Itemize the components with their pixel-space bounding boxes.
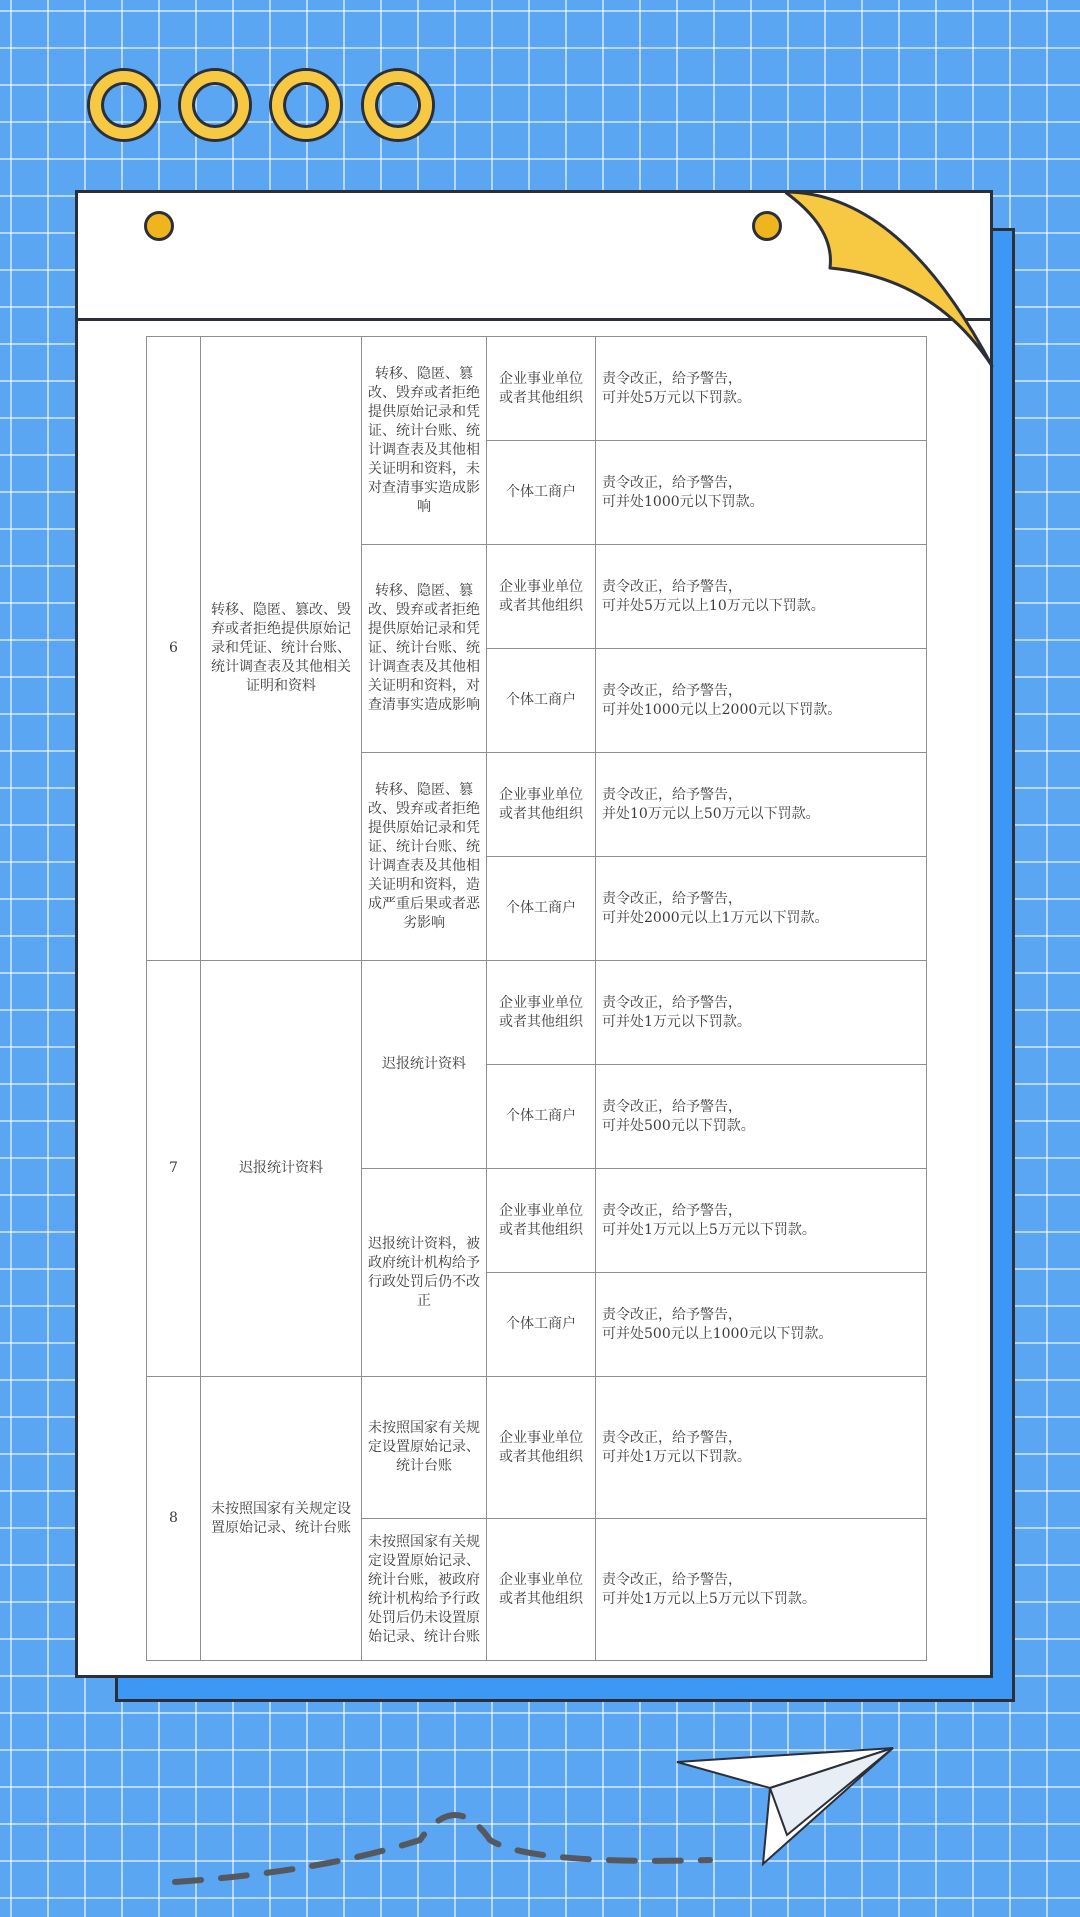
dashed-flight-path-icon <box>170 1790 730 1890</box>
penalty-table <box>146 336 927 1661</box>
violation-condition: 转移、隐匿、篡改、毁弃或者拒绝提供原始记录和凭证、统计台账、统计调查表及其他相关证明和资料，造成严重后果或者恶劣影响 <box>362 753 487 961</box>
row-number: 8 <box>147 1377 201 1661</box>
penalty-cell: 责令改正，给予警告， 可并处1万元以下罚款。 <box>596 1377 927 1519</box>
subject-cell: 个体工商户 <box>487 441 596 545</box>
subject-cell: 个体工商户 <box>487 1065 596 1169</box>
ring-icon <box>272 71 340 139</box>
violation-condition: 转移、隐匿、篡改、毁弃或者拒绝提供原始记录和凭证、统计台账、统计调查表及其他相关证明和资料，未对查清事实造成影响 <box>362 337 487 545</box>
ring-icon <box>181 71 249 139</box>
subject-cell: 企业事业单位或者其他组织 <box>487 961 596 1065</box>
penalty-cell: 责令改正，给予警告， 可并处500元以上1000元以下罚款。 <box>596 1273 927 1377</box>
binder-dot-icon <box>144 211 174 241</box>
violation-condition: 未按照国家有关规定设置原始记录、统计台账，被政府统计机构给予行政处罚后仍未设置原始记录、统计台账 <box>362 1519 487 1661</box>
penalty-cell: 责令改正，给予警告， 可并处500元以下罚款。 <box>596 1065 927 1169</box>
violation-name: 未按照国家有关规定设置原始记录、统计台账 <box>201 1377 362 1661</box>
row-number: 6 <box>147 337 201 961</box>
penalty-cell: 责令改正，给予警告， 可并处5万元以下罚款。 <box>596 337 927 441</box>
subject-cell: 企业事业单位或者其他组织 <box>487 753 596 857</box>
row-number: 7 <box>147 961 201 1377</box>
subject-cell: 企业事业单位或者其他组织 <box>487 337 596 441</box>
table-row <box>147 1377 927 1519</box>
penalty-cell: 责令改正，给予警告， 并处10万元以上50万元以下罚款。 <box>596 753 927 857</box>
violation-condition: 未按照国家有关规定设置原始记录、统计台账 <box>362 1377 487 1519</box>
penalty-cell: 责令改正，给予警告， 可并处1万元以下罚款。 <box>596 961 927 1065</box>
ring-icon <box>90 71 158 139</box>
penalty-cell: 责令改正，给予警告， 可并处1万元以上5万元以下罚款。 <box>596 1519 927 1661</box>
paper-card <box>75 190 993 1678</box>
violation-condition: 转移、隐匿、篡改、毁弃或者拒绝提供原始记录和凭证、统计台账、统计调查表及其他相关证明和资料，对查清事实造成影响 <box>362 545 487 753</box>
subject-cell: 企业事业单位或者其他组织 <box>487 1519 596 1661</box>
subject-cell: 企业事业单位或者其他组织 <box>487 545 596 649</box>
violation-condition: 迟报统计资料，被政府统计机构给予行政处罚后仍不改正 <box>362 1169 487 1377</box>
subject-cell: 企业事业单位或者其他组织 <box>487 1169 596 1273</box>
penalty-cell: 责令改正，给予警告， 可并处2000元以上1万元以下罚款。 <box>596 857 927 961</box>
penalty-cell: 责令改正，给予警告， 可并处1000元以上2000元以下罚款。 <box>596 649 927 753</box>
penalty-cell: 责令改正，给予警告， 可并处1000元以下罚款。 <box>596 441 927 545</box>
table-row <box>147 961 927 1065</box>
penalty-cell: 责令改正，给予警告， 可并处5万元以上10万元以下罚款。 <box>596 545 927 649</box>
subject-cell: 企业事业单位或者其他组织 <box>487 1377 596 1519</box>
binder-dot-icon <box>752 211 782 241</box>
penalty-cell: 责令改正，给予警告， 可并处1万元以上5万元以下罚款。 <box>596 1169 927 1273</box>
subject-cell: 个体工商户 <box>487 1273 596 1377</box>
subject-cell: 个体工商户 <box>487 857 596 961</box>
violation-condition: 迟报统计资料 <box>362 961 487 1169</box>
subject-cell: 个体工商户 <box>487 649 596 753</box>
violation-name: 迟报统计资料 <box>201 961 362 1377</box>
ring-icon <box>364 71 432 139</box>
page-curl-icon <box>785 188 1000 378</box>
violation-name: 转移、隐匿、篡改、毁弃或者拒绝提供原始记录和凭证、统计台账、统计调查表及其他相关证明和资料 <box>201 337 362 961</box>
